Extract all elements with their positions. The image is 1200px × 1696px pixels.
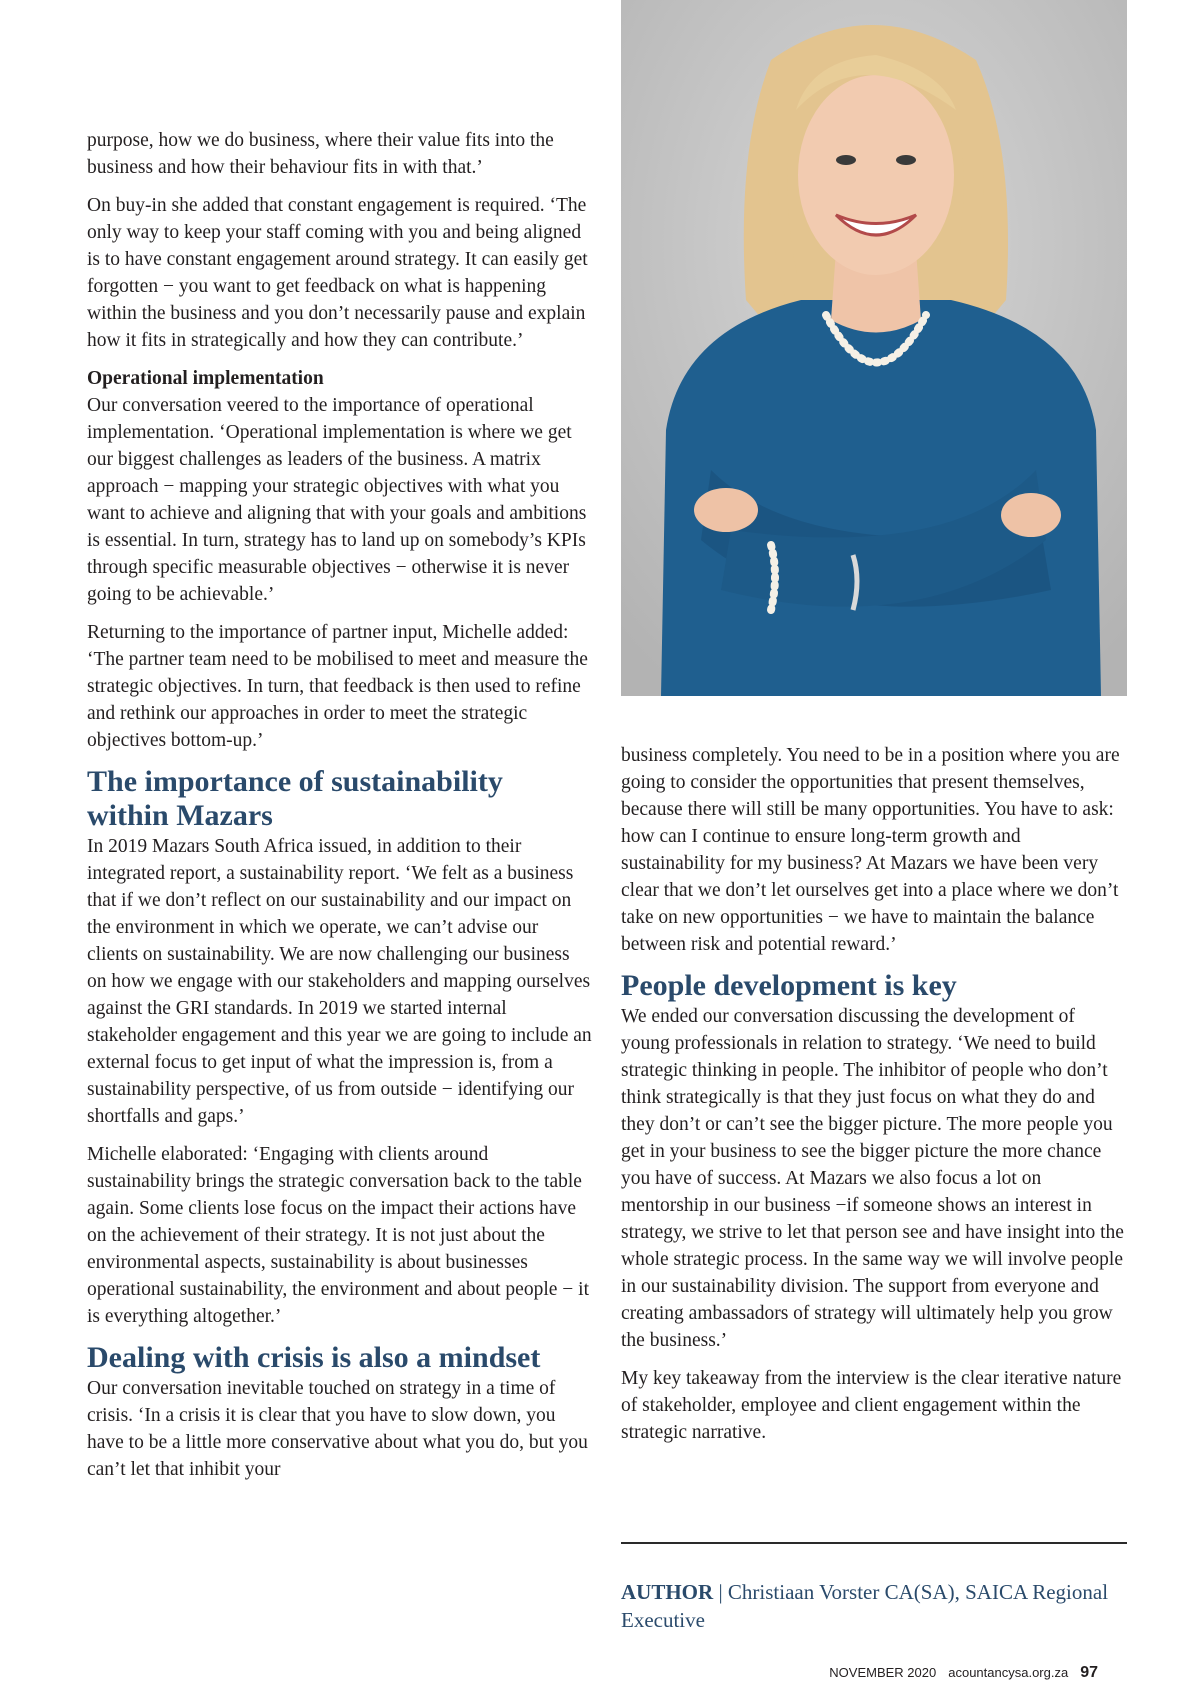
portrait-illustration bbox=[621, 0, 1127, 696]
paragraph: Returning to the importance of partner input, Michelle added: ‘The partner team need to be mobilised to meet and measure the strategic objectives. In turn, that feedback is then used to refine and rethink our approaches in order to meet the strategic objectives bottom-up.’ bbox=[87, 622, 588, 751]
paragraph: business completely. You need to be in a position where you are going to consider the opportunities that present themselves, because there will still be many opportunities. You have to ask: how can I continue to ensure long-term growth and sustainability for my business? At Mazars we have been very clear that we don’t let ourselves get into a place where we don’t take on new opportunities − we have to maintain the balance between risk and potential reward.’ bbox=[621, 745, 1120, 955]
right-column bbox=[621, 742, 1126, 1457]
author-name: Christiaan Vorster CA(SA), SAICA Regional Executive bbox=[621, 1580, 1109, 1632]
paragraph: In 2019 Mazars South Africa issued, in addition to their integrated report, a sustainability report. ‘We felt as a business that if we don’t reflect on our sustainability and our impact on the environment in which we operate, we can’t advise our clients on sustainability. We are now challenging our business on how we engage with our stakeholders and mapping ourselves against the GRI standards. In 2019 we started internal stakeholder engagement and this year we are going to include an external focus to get input of what the impression is, from a sustainability perspective, of us from outside − identifying our shortfalls and gaps.’ bbox=[87, 836, 592, 1127]
author-label: AUTHOR bbox=[621, 1580, 714, 1604]
page-number: 97 bbox=[1080, 1664, 1098, 1681]
heading-crisis: Dealing with crisis is also a mindset bbox=[87, 1341, 541, 1374]
author-credit bbox=[621, 1578, 1127, 1634]
paragraph: Our conversation veered to the importance of operational implementation. ‘Operational implementation is where we get our biggest challenges as leaders of the business. A matrix approach − mapping your strategic objectives with what you want to achieve and aligning that with your goals and ambitions is essential. In turn, strategy has to land up on somebody’s KPIs through specific measurable objectives − otherwise it is never going to be achievable.’ bbox=[87, 395, 587, 605]
paragraph: On buy-in she added that constant engagement is required. ‘The only way to keep your staff coming with you and being aligned is to have constant engagement around strategy. It can easily get forgotten − you want to get feedback on what is happening within the business and you don’t necessarily pause and explain how it fits in strategically and how they can contribute.’ bbox=[87, 195, 588, 351]
divider-rule bbox=[621, 1542, 1127, 1544]
paragraph: My key takeaway from the interview is the clear iterative nature of stakeholder, employee and client engagement within the strategic narrative. bbox=[621, 1368, 1122, 1443]
portrait-photo bbox=[621, 0, 1127, 696]
paragraph: Michelle elaborated: ‘Engaging with clients around sustainability brings the strategic conversation back to the table again. Some clients lose focus on the impact their actions have on the achievement of their strategy. It is not just about the environmental aspects, sustainability is about businesses operational sustainability, the environment and about people − it is everything altogether.’ bbox=[87, 1144, 589, 1327]
subheading-operational-implementation: Operational implementation bbox=[87, 368, 324, 389]
footer-issue: NOVEMBER 2020 bbox=[829, 1665, 937, 1680]
left-column bbox=[87, 127, 592, 1494]
footer-site: acountancysa.org.za bbox=[948, 1665, 1069, 1680]
heading-people-development: People development is key bbox=[621, 969, 957, 1002]
paragraph: We ended our conversation discussing the development of young professionals in relation to strategy. ‘We need to build strategic thinking in people. The inhibitor of people who don’t think strategically is that they just focus on what they do and they don’t or can’t see the bigger picture. The more people you get in your business to see the bigger picture the more chance you have of success. At Mazars we also focus a lot on mentorship in our business −if someone shows an interest in strategy, we strive to let that person see and have insight into the whole strategic process. In the same way we will involve people in our sustainability division. The support from everyone and creating ambassadors of strategy will ultimately help you grow the business.’ bbox=[621, 1006, 1124, 1351]
paragraph: purpose, how we do business, where their value fits into the business and how their behaviour fits in with that.’ bbox=[87, 130, 554, 178]
author-separator: | bbox=[713, 1580, 728, 1604]
page-footer bbox=[829, 1664, 1098, 1682]
paragraph: Our conversation inevitable touched on strategy in a time of crisis. ‘In a crisis it is clear that you have to slow down, you have to be a little more conservative about what you do, but you can’t let that inhibit your bbox=[87, 1378, 588, 1480]
heading-sustainability: The importance of sustainability within Mazars bbox=[87, 765, 503, 832]
